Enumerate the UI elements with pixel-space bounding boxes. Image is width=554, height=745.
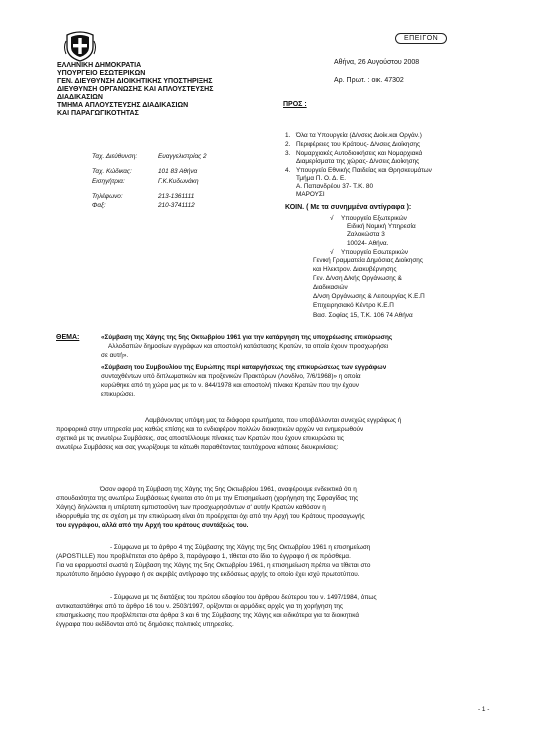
contact-label: Φαξ:	[92, 202, 106, 209]
copy-line: Υπουργείο Εσωτερικών	[341, 249, 408, 256]
contact-value: Γ.Κ.Κυδωνάκη	[158, 178, 199, 185]
copy-line: Διαδικασιών	[313, 284, 348, 291]
contact-label: Εισηγήτρια:	[92, 178, 125, 185]
check-icon: √	[330, 249, 334, 256]
list-item: 3. Νομαρχιακές Αυτοδιοικήσεις και Νομαρχιακά	[285, 150, 423, 157]
body-line: Χάγης) δηλώνεται η υπέρτατη εμπιστοσύνη των προσχωρησάντων σ' αυτήν Κρατών καθόσον η	[56, 504, 326, 511]
urgent-stamp: ΕΠΕΙΓΟΝ	[395, 33, 447, 44]
copy-line: Γεν. Δ/νση Δ/κής Οργάνωσης &	[313, 275, 402, 282]
body-line: Λαμβάνοντας υπόψη μας τα διάφορα ερωτήματα, που υποβάλλονται συνεχώς εγγράφως ή	[145, 417, 402, 424]
contact-label: Τηλέφωνο:	[92, 193, 123, 200]
body-line: πρωτότυπο δημόσιο έγγραφο ή σε ακριβές αντίγραφο της εκδόσεως αρχής το οποίο έχει ισχύ πρωτοτύπου.	[56, 571, 360, 578]
copy-line: Υπουργείο Εξωτερικών	[341, 215, 407, 222]
org-line: ΤΜΗΜΑ ΑΠΛΟΥΣΤΕΥΣΗΣ ΔΙΑΔΙΚΑΣΙΩΝ	[57, 102, 189, 109]
list-item: 4. Υπουργείο Εθνικής Παιδείας και Θρησκευμάτων	[285, 167, 432, 174]
copy-line: Γενική Γραμματεία Δημόσιας Διοίκησης	[313, 257, 423, 264]
body-line: επισημείωσης που προβλέπεται στα άρθρα 3 και 6 της Σύμβασης της Χάγης και ειδικότερα για τα διοικητικά	[56, 612, 360, 619]
list-item: 1. Όλα τα Υπουργεία (Δ/νσεις Διοίκ.και Οργάν.)	[285, 132, 422, 139]
check-icon: √	[330, 215, 334, 222]
body-line: σχετικά με τις ανωτέρω Συμβάσεις, σας αποστέλλουμε πίνακες των Κρατών που έχουν επικυρώσει τις	[56, 435, 344, 442]
protocol-number: Αρ. Πρωτ. : οικ. 47302	[334, 77, 404, 84]
contact-label: Ταχ. Κώδικας:	[92, 168, 132, 175]
copy-line: 10024- Αθήνα.	[347, 240, 389, 247]
body-line: προφορικά στην υπηρεσία μας καθώς επίσης και το ενδιαφέρον πολλών διοικητικών αρχών να ενημερωθούν	[56, 426, 364, 433]
org-line: ΔΙΑΔΙΚΑΣΙΩΝ	[57, 94, 103, 101]
org-line: ΓΕΝ. ΔΙΕΥΘΥΝΣΗ ΔΙΟΙΚΗΤΙΚΗΣ ΥΠΟΣΤΗΡΙΞΗΣ	[57, 78, 213, 85]
subject-line: επικυρώσει.	[101, 391, 135, 398]
org-line: ΚΑΙ ΠΑΡΑΓΩΓΙΚΟΤΗΤΑΣ	[57, 110, 139, 117]
subject-label: ΘΕΜΑ:	[56, 334, 80, 341]
contact-label: Ταχ. Διεύθυνση:	[92, 153, 138, 160]
org-line: ΔΙΕΥΘΥΝΣΗ ΟΡΓΑΝΩΣΗΣ ΚΑΙ ΑΠΛΟΥΣΤΕΥΣΗΣ	[57, 86, 214, 93]
list-item-continuation: Α. Παπανδρέου 37- Τ.Κ. 80	[296, 183, 373, 190]
recipients-title: ΠΡΟΣ :	[283, 101, 307, 108]
list-item-continuation: ΜΑΡΟΥΣΙ	[296, 191, 325, 198]
body-line: ανωτέρω Συμβάσεις και σας γνωρίζουμε τα κάτωθι παραθέτοντας ταυτόχρονα κάποιες διευκρινίσεις:	[56, 444, 339, 451]
body-line: του εγγράφου, αλλά από την Αρχή του κράτους συντάξεώς του.	[56, 522, 249, 529]
copy-line: και Ηλεκτρον. Διακυβέρνησης	[313, 266, 397, 273]
list-item-continuation: Διαμερίσματα της χώρας- Δ/νσεις Διοίκησης	[296, 158, 420, 165]
contact-value: 101 83 Αθήνα	[158, 168, 198, 175]
subject-line: «Σύμβαση του Συμβουλίου της Ευρώπης περί καταργήσεως της επικυρώσεως των εγγράφων	[101, 364, 387, 371]
body-line: (APOSTILLE) που προβλέπεται στο άρθρο 3, παράγραφο 1, τίθεται στο ίδιο το έγγραφο ή σε πρόσθεμα.	[56, 553, 351, 560]
body-line: αντικαταστάθηκε από το άρθρο 16 του ν. 2503/1997, ορίζονται οι αρμόδιες αρχές για τη χορήγηση της	[56, 603, 343, 610]
contact-value: 210-3741112	[158, 202, 195, 209]
copy-line: Δ/νση Οργάνωσης & Λειτουργίας Κ.Ε.Π	[313, 293, 425, 300]
subject-line: Αλλοδαπών δημοσίων εγγράφων και αποστολή κατάστασης Κρατών, τα οποία έχουν προσχωρήσει	[108, 343, 389, 350]
subject-line: συνταχθέντων υπό διπλωματικών και προξενικών Πρακτόρων (Λονδίνο, 7/6/1968)» η οποία	[101, 373, 361, 380]
org-line: ΕΛΛΗΝΙΚΗ ΔΗΜΟΚΡΑΤΙΑ	[57, 62, 142, 69]
body-line: - Σύμφωνα με το άρθρο 4 της Σύμβασης της Χάγης της 5ης Οκτωβρίου 1961 η επισημείωση	[110, 544, 371, 551]
subject-line: κυρώθηκε από τη χώρα μας με το ν. 844/1978 και αποστολή πίνακα Κρατών που την έχουν	[101, 382, 359, 389]
subject-line: «Σύμβαση της Χάγης της 5ης Οκτωβρίου 1961 για την κατάργηση της υποχρέωσης επικύρωσης	[101, 334, 393, 341]
copies-title: ΚΟΙΝ. ( Με τα συνημμένα αντίγραφα ):	[285, 204, 412, 211]
subject-line: σε αυτή».	[101, 352, 129, 359]
page-number: - 1 -	[478, 706, 490, 713]
body-line: έγγραφα που εκδίδονται από τις δημόσιες πολιτικές υπηρεσίες.	[56, 621, 234, 628]
copy-line: Ζαλοκώστα 3	[347, 231, 385, 238]
document-date: Αθήνα, 26 Αυγούστου 2008	[334, 59, 420, 66]
copy-line: Ειδική Νομική Υπηρεσία	[347, 223, 416, 230]
contact-value: Ευαγγελιστρίας 2	[158, 153, 207, 160]
body-line: σπουδαιότητα της ανωτέρω Συμβάσεως έγκειται στο ότι με την Επισημείωση (χορήγηση της Σφραγίδας της	[56, 495, 359, 502]
list-item-continuation: Τμήμα Π. Ο. Δ. Ε.	[296, 175, 347, 182]
body-line: - Σύμφωνα με τις διατάξεις του πρώτου εδαφίου του άρθρου δεύτερου του ν. 1497/1984, όπως	[110, 594, 377, 601]
copy-line: Βασ. Σοφίας 15, Τ.Κ. 106 74 Αθήνα	[313, 312, 413, 319]
body-line: Όσον αφορά τη Σύμβαση της Χάγης της 5ης Οκτωβρίου 1961, αναφέρουμε ενδεικτικά ότι η	[100, 486, 357, 493]
contact-value: 213-1361111	[158, 193, 195, 200]
list-item: 2. Περιφέρειες του Κράτους- Δ/νσεις Διοίκησης	[285, 141, 421, 148]
body-line: Για να εφαρμοστεί σωστά η Σύμβαση της Χάγης της 5ης Οκτωβρίου 1961, η επισημείωση πρέπει να τίθεται στο	[56, 562, 371, 569]
body-line: ιδιορρυθμία της σε σχέση με την επικύρωση είναι ότι προέρχεται όχι από την Αρχή του Κράτους προσαγωγής	[56, 513, 365, 520]
copy-line: Επιχειρησιακό Κέντρο Κ.Ε.Π	[313, 302, 394, 309]
org-line: ΥΠΟΥΡΓΕΙΟ ΕΣΩΤΕΡΙΚΩΝ	[57, 70, 146, 77]
